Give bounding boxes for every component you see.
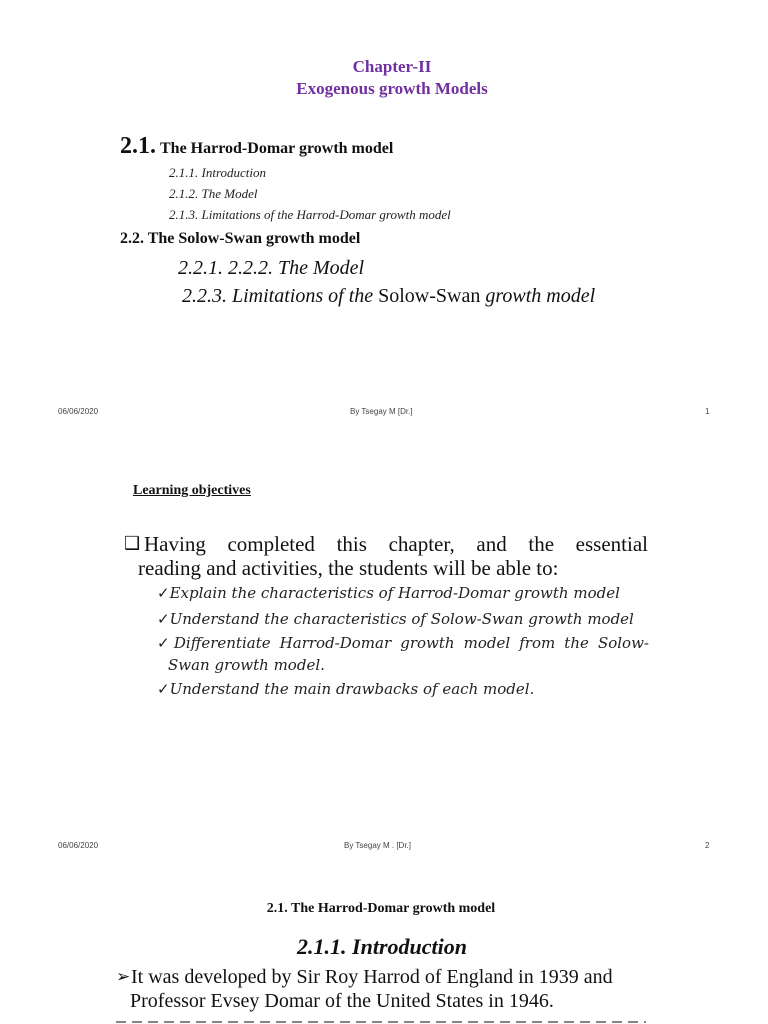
section-2-1-number: 2.1. xyxy=(120,133,156,159)
checkmark-icon: ✓ xyxy=(157,680,170,698)
checkmark-icon: ✓ xyxy=(157,610,170,628)
bullet-1-line-2: Professor Evsey Domar of the United States in 1946. xyxy=(130,990,554,1012)
checkmark-icon: ✓ xyxy=(157,584,170,602)
section-2-2-title: 2.2. The Solow-Swan growth model xyxy=(120,230,361,247)
footer-author: By Tsegay M [Dr.] xyxy=(350,407,413,416)
slide-header: 2.1. The Harrod-Domar growth model xyxy=(266,901,496,916)
toc-item-2-2-3-part-b: Solow-Swan xyxy=(378,285,481,307)
chapter-label: Chapter-II xyxy=(352,57,432,76)
objectives-lead-line-2: reading and activities, the students will be able to: xyxy=(138,556,559,580)
checkmark-icon: ✓ xyxy=(157,634,174,652)
footer-page-number: 2 xyxy=(705,841,710,850)
objective-text-3b: Swan growth model. xyxy=(168,656,325,674)
footer-page-number: 1 xyxy=(705,407,710,416)
slide-title: 2.1.1. Introduction xyxy=(297,934,467,959)
bullet-2-cut-off xyxy=(116,1018,646,1024)
objectives-lead-line-1: Having completed this chapter, and the essential xyxy=(144,532,648,556)
section-2-1-title: The Harrod-Domar growth model xyxy=(160,140,394,157)
objective-text-1: Explain the characteristics of Harrod-Domar growth model xyxy=(169,584,620,602)
toc-item-2-1-3: 2.1.3. Limitations of the Harrod-Domar growth model xyxy=(169,207,451,222)
objective-text-4: Understand the main drawbacks of each model. xyxy=(169,680,535,698)
objective-text-2: Understand the characteristics of Solow-Swan growth model xyxy=(169,610,634,628)
toc-item-2-2-1: 2.2.1. 2.2.2. The Model xyxy=(178,257,365,279)
toc-item-2-1-2: 2.1.2. The Model xyxy=(169,186,258,201)
square-bullet-icon: ❑ xyxy=(124,533,141,554)
objective-text-3: Differentiate Harrod-Domar growth model from the Solow- xyxy=(173,634,649,652)
bullet-1-line-1: It was developed by Sir Roy Harrod of England in 1939 and xyxy=(131,966,613,988)
learning-objectives-heading: Learning objectives xyxy=(133,483,251,498)
arrow-bullet-icon: ➢ xyxy=(116,967,131,987)
toc-item-2-2-3-part-c: growth model xyxy=(480,285,596,307)
footer-date: 06/06/2020 xyxy=(58,407,99,416)
toc-item-2-1-1: 2.1.1. Introduction xyxy=(169,165,267,180)
footer-date: 06/06/2020 xyxy=(58,841,99,850)
chapter-title: Exogenous growth Models xyxy=(296,79,488,98)
toc-item-2-2-3-part-a: 2.2.3. Limitations of the xyxy=(182,285,379,307)
footer-author: By Tsegay M . [Dr.] xyxy=(344,841,411,850)
